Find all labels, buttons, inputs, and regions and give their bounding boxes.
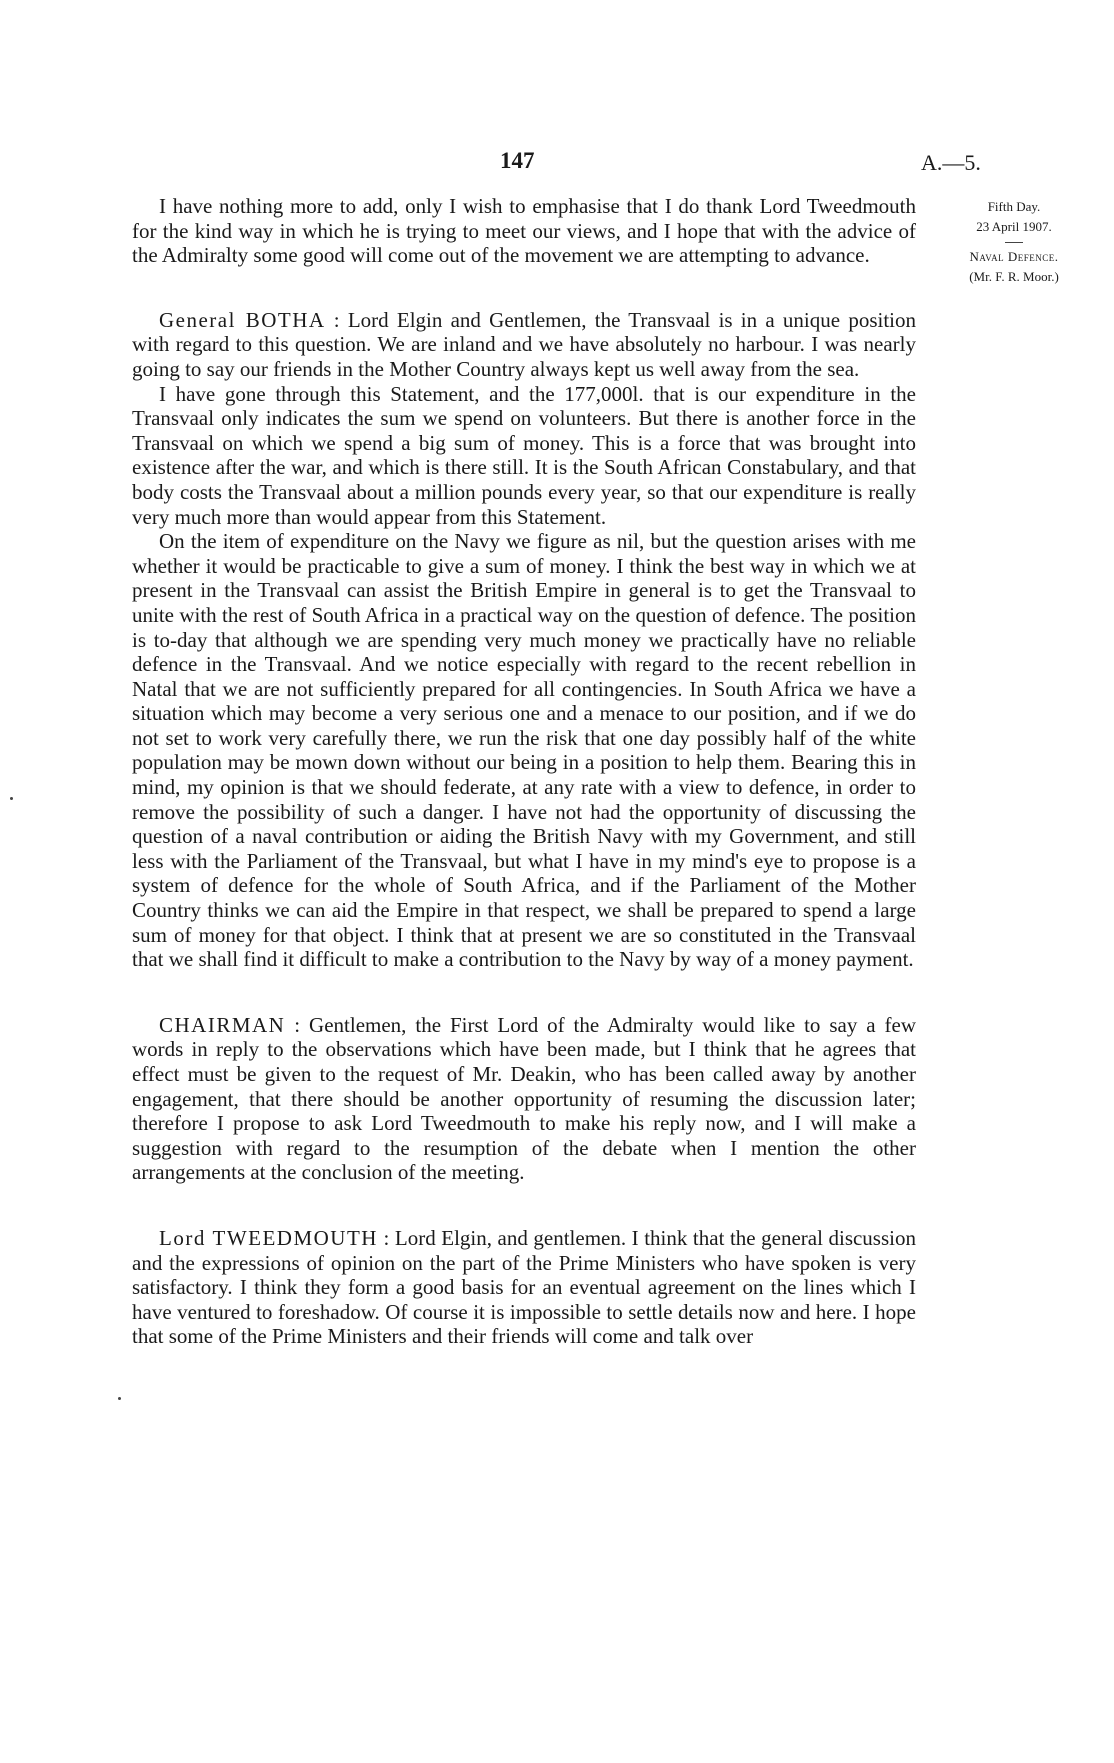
scan-speck bbox=[118, 1397, 121, 1400]
paragraph-text: : Gentlemen, the First Lord of the Admiralty would like to say a few words in reply to the observations which have been made, but I think that he agrees that effect must be given to the request of Mr. Deakin, who has been called away by another engagement, that there should be another opportunity of resuming the discussion later; therefore I propose to ask Lord Tweedmouth to make his reply now, and I will make a suggestion with regard to the resumption of the debate when I mention the other arrangements at the conclusion of the meeting. bbox=[132, 1012, 916, 1185]
margin-note-topic: Naval Defence. bbox=[969, 249, 1059, 264]
paragraph-botha-opening bbox=[132, 308, 916, 382]
margin-note-divider bbox=[1005, 242, 1023, 243]
speaker-name: Lord TWEEDMOUTH bbox=[159, 1225, 378, 1250]
paragraph-tweedmouth bbox=[132, 1226, 916, 1349]
paragraph-text: : Lord Elgin, and gentlemen. I think that the general discussion and the expressions of opinion on the part of the Prime Ministers who have spoken is very satisfactory. I think they form a good basis for an eventual agreement on the lines which I have ventured to foreshadow. Of course it is impossible to settle details now and here. I hope that some of the Prime Ministers and their friends will come and talk over bbox=[132, 1225, 916, 1349]
speaker-name: General BOTHA bbox=[159, 307, 326, 332]
document-reference: A.—5. bbox=[921, 150, 981, 175]
paragraph-botha-statement bbox=[132, 382, 916, 530]
paragraph-moor-closing bbox=[132, 194, 916, 268]
margin-note-day: Fifth Day. bbox=[987, 199, 1041, 214]
paragraph-chairman bbox=[132, 1013, 916, 1185]
margin-note bbox=[950, 197, 1078, 287]
document-body bbox=[132, 194, 916, 1349]
margin-note-speaker: (Mr. F. R. Moor.) bbox=[969, 269, 1059, 284]
paragraph-text: : Lord Elgin and Gentlemen, the Transvaal is in a unique position with regard to this question. We are inland and we have absolutely no harbour. I was nearly going to say our friends in the Mother Country always kept us well away from the sea. bbox=[132, 307, 916, 381]
paragraph-text: I have gone through this Statement, and the 177,000l. that is our expenditure in the Transvaal only indicates the sum we spend on volunteers. But there is another force in the Transvaal on which we spend a big sum of money. This is a force that was brought into existence after the war, and which is there still. It is the South African Constabulary, and that body costs the Transvaal about a million pounds every year, so that our expenditure is really very much more than would appear from this Statement. bbox=[132, 381, 916, 529]
margin-note-date: 23 April 1907. bbox=[976, 219, 1052, 234]
page-number: 147 bbox=[500, 148, 535, 173]
speaker-name: CHAIRMAN bbox=[159, 1012, 286, 1037]
paragraph-text: On the item of expenditure on the Navy we figure as nil, but the question arises with me whether it would be practicable to give a sum of money. I think the best way in which we at present in the Transvaal can assist the British Empire in general is to get the Transvaal to unite with the rest of South Africa in a practical way on the question of defence. The position is to-day that although we are spending very much money we practically have no reliable defence in the Transvaal. And we notice especially with regard to the recent rebellion in Natal that we are not sufficiently prepared for all contingencies. In South Africa we have a situation which may become a very serious one and a menace to our position, and if we do not set to work very carefully there, we run the risk that one day possibly half of the white population may be mown down without our being in a position to help them. Bearing this in mind, my opinion is that we should federate, at any rate with a view to defence, in order to remove the possibility of such a danger. I have not had the opportunity of discussing the question of a naval contribution or aiding the British Navy with my Government, and still less with the Parliament of the Transvaal, but what I have in my mind's eye to propose is a system of defence for the whole of South Africa, and if the Parliament of the Mother Country thinks we can aid the Empire in that respect, we shall be prepared to spend a large sum of money for that object. I think that at present we are so constituted in the Transvaal that we shall find it difficult to make a contribution to the Navy by way of a money payment. bbox=[132, 529, 916, 972]
paragraph-botha-navy bbox=[132, 529, 916, 972]
scan-speck bbox=[10, 797, 13, 800]
paragraph-text: I have nothing more to add, only I wish to emphasise that I do thank Lord Tweedmouth for the kind way in which he is trying to meet our views, and I hope that with the advice of the Admiralty some good will come out of the movement we are attempting to advance. bbox=[132, 194, 916, 268]
